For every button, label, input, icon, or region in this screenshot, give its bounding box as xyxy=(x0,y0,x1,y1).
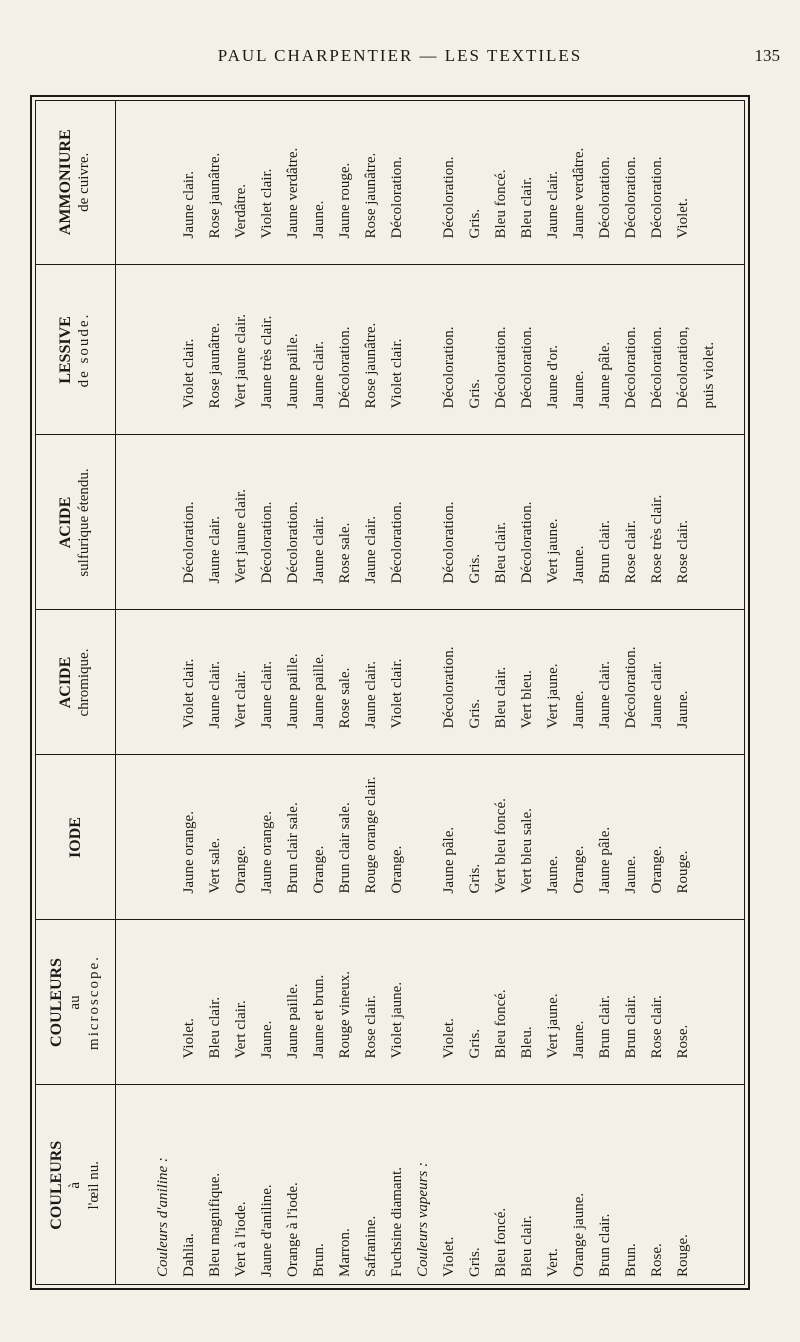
table-cell: Bleu. xyxy=(519,1026,535,1059)
table-cell: Décoloration, xyxy=(675,326,691,409)
table-cell: Gris. xyxy=(467,863,483,894)
table-cell: Rose clair. xyxy=(649,995,665,1059)
table-header-row xyxy=(35,100,116,1285)
page-number: 135 xyxy=(754,46,780,65)
table-cell: Vert à l'iode. xyxy=(233,1201,249,1277)
table-cell: Jaune. xyxy=(623,855,639,894)
column-header-title: COULEURS xyxy=(47,958,65,1047)
table-cell: Jaune pâle. xyxy=(441,826,457,894)
fiber-color-table xyxy=(35,100,745,1285)
column-header xyxy=(35,755,116,920)
column-header xyxy=(35,920,116,1085)
column-values xyxy=(116,755,746,920)
table-cell: Marron. xyxy=(337,1228,353,1277)
table-cell: Jaune très clair. xyxy=(259,315,275,409)
table-cell: Rouge orange clair. xyxy=(363,776,379,894)
table-cell: Bleu magnifique. xyxy=(207,1172,223,1277)
column-header-subtitle: sulfurique étendu. xyxy=(76,468,92,577)
table-cell: Bleu clair. xyxy=(519,176,535,239)
table-cell: Décoloration. xyxy=(623,326,639,409)
section-heading: Couleurs d'aniline : xyxy=(155,1157,171,1277)
table-cell: Décoloration. xyxy=(181,501,197,584)
section-heading: Couleurs vapeurs : xyxy=(415,1162,431,1277)
table-cell: Décoloration. xyxy=(441,156,457,239)
column-header xyxy=(35,610,116,755)
table-cell: Jaune clair. xyxy=(259,661,275,729)
table-cell: Jaune clair. xyxy=(545,171,561,239)
table-cell: Décoloration. xyxy=(623,646,639,729)
table-cell: Orange à l'iode. xyxy=(285,1182,301,1277)
column-header-title: AMMONIURE xyxy=(57,129,74,236)
table-cell: Bleu clair. xyxy=(519,1215,535,1277)
table-cell: Violet clair. xyxy=(389,658,405,729)
table-cell: Décoloration. xyxy=(441,326,457,409)
table-cell: Décoloration. xyxy=(285,501,301,584)
table-cell: Violet clair. xyxy=(259,168,275,239)
column-values xyxy=(116,435,746,610)
table-cell: Orange. xyxy=(571,845,587,894)
table-cell: Jaune paille. xyxy=(285,333,301,409)
table-cell: Violet jaune. xyxy=(389,981,405,1059)
table-cell: Jaune. xyxy=(675,690,691,729)
table-cell: Dahlia. xyxy=(181,1233,197,1277)
running-header xyxy=(0,46,800,72)
table-cell: Rose jaunâtre. xyxy=(363,152,379,239)
column-header-subtitle: à xyxy=(66,1181,83,1189)
table-cell: Jaune orange. xyxy=(259,811,275,894)
rotated-table xyxy=(35,100,745,1285)
table-cell: Brun clair sale. xyxy=(337,802,353,894)
table-cell: Brun clair. xyxy=(597,995,613,1059)
table-cell: Rose clair. xyxy=(623,520,639,584)
table-cell: Jaune d'aniline. xyxy=(259,1184,275,1277)
table-cell: Violet clair. xyxy=(389,338,405,409)
table-cell: Décoloration. xyxy=(623,156,639,239)
table-cell: Rouge. xyxy=(675,1234,691,1277)
table-cell: Violet. xyxy=(441,1236,457,1277)
table-cell: Décoloration. xyxy=(259,501,275,584)
table-cell: Jaune clair. xyxy=(311,516,327,584)
column-header-title: ACIDE xyxy=(57,496,74,549)
table-cell: Rose jaunâtre. xyxy=(207,322,223,409)
table-cell: Bleu clair. xyxy=(207,996,223,1059)
table-cell: Jaune clair. xyxy=(207,516,223,584)
table-cell: Rose. xyxy=(649,1243,665,1277)
table-cell: Gris. xyxy=(467,378,483,409)
table-cell: Rose sale. xyxy=(337,667,353,729)
table-cell: Orange jaune. xyxy=(571,1192,587,1277)
table-cell: Décoloration. xyxy=(519,326,535,409)
column-header xyxy=(35,100,116,265)
column-header xyxy=(35,1085,116,1285)
table-cell: Orange. xyxy=(649,845,665,894)
column-header xyxy=(35,265,116,435)
table-cell: Verdâtre. xyxy=(233,183,249,239)
table-cell: Jaune. xyxy=(259,1020,275,1059)
column-header-subtitle: l'œil nu. xyxy=(85,1160,102,1210)
column-values xyxy=(116,920,746,1085)
table-body-row xyxy=(116,100,746,1285)
table-cell: Vert sale. xyxy=(207,837,223,894)
table-cell: Gris. xyxy=(467,553,483,584)
table-cell: Brun clair sale. xyxy=(285,802,301,894)
table-cell: Jaune clair. xyxy=(311,341,327,409)
table-cell: Gris. xyxy=(467,208,483,239)
table-cell: Jaune d'or. xyxy=(545,344,561,409)
table-cell: Violet. xyxy=(441,1018,457,1059)
table-cell: Rose clair. xyxy=(675,520,691,584)
table-cell: Jaune paille. xyxy=(285,983,301,1059)
column-header-subtitle: chromique. xyxy=(76,648,92,717)
table-cell: Jaune orange. xyxy=(181,811,197,894)
table-cell: Gris. xyxy=(467,1247,483,1277)
table-cell: Jaune clair. xyxy=(181,171,197,239)
table-cell: Rose clair. xyxy=(363,995,379,1059)
table-cell: Jaune. xyxy=(545,855,561,894)
table-cell: Gris. xyxy=(467,698,483,729)
column-header xyxy=(35,435,116,610)
table-cell: Rose jaunâtre. xyxy=(207,152,223,239)
table-cell: Vert jaune clair. xyxy=(233,488,249,584)
table-cell: Violet. xyxy=(181,1018,197,1059)
table-cell: Jaune et brun. xyxy=(311,974,327,1059)
table-cell: Bleu foncé. xyxy=(493,989,509,1059)
table-cell: Rose sale. xyxy=(337,522,353,584)
table-cell: Vert jaune. xyxy=(545,993,561,1059)
table-cell: Décoloration. xyxy=(649,326,665,409)
column-header-subtitle: microscope. xyxy=(85,955,102,1050)
column-header-title: LESSIVE xyxy=(57,316,74,384)
table-cell: Jaune. xyxy=(571,370,587,409)
column-header-subtitle: de soude. xyxy=(76,312,92,388)
table-cell: Rouge. xyxy=(675,850,691,894)
table-cell: Jaune pâle. xyxy=(597,341,613,409)
table-cell: Jaune clair. xyxy=(363,516,379,584)
table-cell: Décoloration. xyxy=(493,326,509,409)
table-cell: Vert bleu sale. xyxy=(519,808,535,894)
table-cell: Violet. xyxy=(675,198,691,239)
table-cell: Bleu clair. xyxy=(493,521,509,584)
table-cell: Décoloration. xyxy=(441,501,457,584)
table-cell: Jaune clair. xyxy=(649,661,665,729)
table-cell: Jaune paille. xyxy=(311,653,327,729)
table-cell: Brun clair. xyxy=(597,1213,613,1277)
table-cell: Brun clair. xyxy=(623,995,639,1059)
table-cell: Jaune. xyxy=(571,1020,587,1059)
table-cell: Jaune. xyxy=(571,545,587,584)
table-cell: Vert bleu foncé. xyxy=(493,798,509,894)
table-cell: Fuchsine diamant. xyxy=(389,1167,405,1277)
table-cell: Brun clair. xyxy=(597,520,613,584)
table-cell: Bleu clair. xyxy=(493,666,509,729)
table-cell: Safranine. xyxy=(363,1215,379,1277)
table-cell: Orange. xyxy=(233,845,249,894)
table-cell: Bleu foncé. xyxy=(493,1207,509,1277)
table-cell: Bleu foncé. xyxy=(493,169,509,239)
table-cell: Jaune verdâtre. xyxy=(571,147,587,239)
running-title: PAUL CHARPENTIER — LES TEXTILES xyxy=(217,46,583,65)
table-cell: Décoloration. xyxy=(597,156,613,239)
table-cell: Jaune. xyxy=(571,690,587,729)
table-cell: Décoloration. xyxy=(519,501,535,584)
table-cell: Vert. xyxy=(545,1248,561,1277)
column-header-title: IODE xyxy=(66,817,84,858)
column-header-subtitle: de cuivre. xyxy=(76,152,92,212)
table-cell: Jaune pâle. xyxy=(597,826,613,894)
table-cell: Décoloration. xyxy=(337,326,353,409)
table-cell: Jaune rouge. xyxy=(337,162,353,239)
table-cell: Rose. xyxy=(675,1024,691,1059)
table-cell: Jaune clair. xyxy=(363,661,379,729)
table-cell: Vert bleu. xyxy=(519,670,535,729)
column-header-subtitle: au xyxy=(66,995,83,1010)
table-cell: Jaune paille. xyxy=(285,653,301,729)
table-cell: Vert jaune. xyxy=(545,518,561,584)
table-cell: Orange. xyxy=(389,845,405,894)
column-values xyxy=(116,100,746,265)
column-values xyxy=(116,265,746,435)
table-cell: Vert clair. xyxy=(233,1000,249,1059)
table-cell: Vert jaune clair. xyxy=(233,313,249,409)
table-cell: Rose très clair. xyxy=(649,494,665,584)
table-cell: puis violet. xyxy=(701,341,717,409)
table-cell: Jaune. xyxy=(311,200,327,239)
column-header-title: COULEURS xyxy=(47,1140,65,1230)
table-cell: Décoloration. xyxy=(389,501,405,584)
table-cell: Brun. xyxy=(623,1243,639,1277)
table-cell: Jaune clair. xyxy=(597,661,613,729)
table-cell: Décoloration. xyxy=(441,646,457,729)
table-cell: Violet clair. xyxy=(181,338,197,409)
table-cell: Jaune verdâtre. xyxy=(285,147,301,239)
table-cell: Jaune clair. xyxy=(207,661,223,729)
table-cell: Orange. xyxy=(311,845,327,894)
column-values xyxy=(116,610,746,755)
column-values xyxy=(116,1085,746,1285)
column-header-title: ACIDE xyxy=(57,656,74,709)
table-cell: Vert clair. xyxy=(233,670,249,729)
table-cell: Rouge vineux. xyxy=(337,971,353,1059)
table-cell: Violet clair. xyxy=(181,658,197,729)
table-cell: Vert jaune. xyxy=(545,663,561,729)
table-cell: Décoloration. xyxy=(649,156,665,239)
table-cell: Décoloration. xyxy=(389,156,405,239)
table-cell: Gris. xyxy=(467,1028,483,1059)
table-cell: Rose jaunâtre. xyxy=(363,322,379,409)
table-cell: Brun. xyxy=(311,1243,327,1277)
